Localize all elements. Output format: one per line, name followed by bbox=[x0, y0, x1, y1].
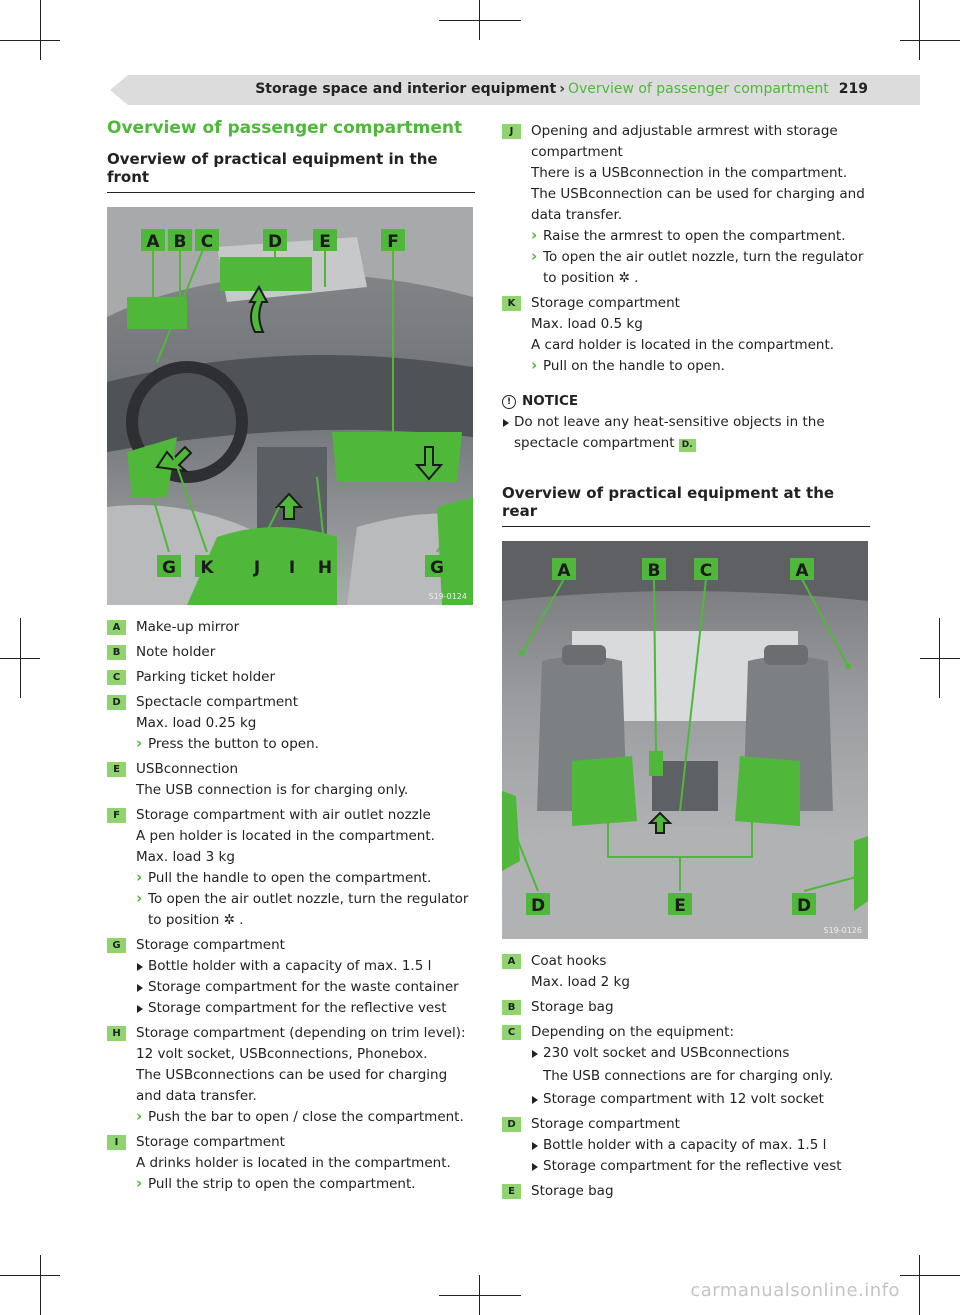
legend-detail: A drinks holder is located in the compartment. bbox=[136, 1155, 451, 1171]
front-label-h: H bbox=[317, 558, 333, 578]
legend-bullet: Storage compartment with 12 volt socket bbox=[531, 1089, 870, 1110]
notice-icon: ! bbox=[502, 395, 516, 409]
rear-legend-item-b bbox=[502, 997, 870, 1018]
legend-text: Coat hooks bbox=[531, 953, 607, 969]
front-label-j: J bbox=[253, 558, 261, 578]
legend-bullet: Storage compartment for the waste container bbox=[136, 977, 475, 998]
legend-detail: A pen holder is located in the compartment. bbox=[136, 828, 435, 844]
crop-mark bbox=[900, 40, 960, 41]
legend-text: Note holder bbox=[136, 644, 216, 660]
crop-mark bbox=[939, 618, 940, 698]
rear-label-a2: A bbox=[795, 561, 809, 581]
page-number: 219 bbox=[838, 81, 868, 97]
rear-label-d1: D bbox=[530, 896, 546, 916]
legend-item-g bbox=[107, 935, 475, 1019]
legend-detail: Max. load 0.5 kg bbox=[531, 316, 643, 332]
rear-legend-item-a bbox=[502, 951, 870, 993]
spectacle-compartment-highlight bbox=[220, 257, 312, 291]
legend-item-d bbox=[107, 692, 475, 755]
front-figure bbox=[107, 207, 473, 605]
notice-title: NOTICE bbox=[522, 393, 579, 409]
crop-mark bbox=[919, 1255, 920, 1315]
header-section: Storage space and interior equipment bbox=[255, 81, 557, 97]
rear-label-b: B bbox=[647, 561, 661, 581]
section-title: Overview of passenger compartment bbox=[107, 118, 463, 138]
legend-item-h bbox=[107, 1023, 475, 1128]
legend-item-e bbox=[107, 759, 475, 801]
legend-item-k bbox=[502, 293, 870, 377]
legend-badge: C bbox=[107, 670, 126, 685]
legend-text: USBconnection bbox=[136, 761, 239, 777]
legend-badge: E bbox=[107, 762, 126, 777]
legend-detail: The USB connection is for charging only. bbox=[136, 782, 409, 798]
legend-item-a bbox=[107, 617, 475, 638]
legend-text: Storage compartment bbox=[531, 1116, 680, 1132]
front-subtitle: Overview of practical equipment in the front bbox=[107, 150, 475, 193]
rear-interior-illustration bbox=[502, 541, 868, 939]
legend-item-c bbox=[107, 667, 475, 688]
legend-item-b bbox=[107, 642, 475, 663]
legend-text: Storage compartment bbox=[136, 1134, 285, 1150]
front-interior-illustration bbox=[107, 207, 473, 605]
rear-label-d2: D bbox=[796, 896, 812, 916]
rear-label-e: E bbox=[674, 896, 686, 916]
left-storage-bag-highlight bbox=[572, 756, 637, 826]
front-label-f: F bbox=[387, 232, 399, 252]
notice-text: Do not leave any heat-sensitive objects in the spectacle compartment bbox=[514, 414, 825, 451]
legend-step: › Pull the strip to open the compartment. bbox=[136, 1174, 475, 1195]
legend-badge: B bbox=[502, 1000, 521, 1015]
legend-detail: Max. load 3 kg bbox=[136, 849, 235, 865]
legend-badge: D bbox=[502, 1117, 521, 1132]
legend-badge: G bbox=[107, 938, 126, 953]
front-figure-code: S19-0124 bbox=[428, 592, 467, 601]
crop-mark bbox=[40, 1255, 41, 1315]
front-label-g1: G bbox=[162, 558, 176, 578]
legend-detail: The USBconnections can be used for charging and data transfer. bbox=[136, 1067, 448, 1104]
legend-step: › Pull the handle to open the compartment. bbox=[136, 868, 475, 889]
legend-item-j bbox=[502, 121, 870, 289]
legend-badge: D bbox=[107, 695, 126, 710]
crop-mark bbox=[40, 0, 41, 60]
crop-mark bbox=[900, 1275, 960, 1276]
rear-legend-item-d bbox=[502, 1114, 870, 1177]
legend-text: Storage compartment bbox=[136, 937, 285, 953]
legend-text: Storage bag bbox=[531, 1183, 614, 1199]
legend-bullet: Storage compartment for the reflective vest bbox=[136, 998, 475, 1019]
legend-badge: C bbox=[502, 1025, 521, 1040]
rear-subtitle: Overview of practical equipment at the rear bbox=[502, 484, 870, 527]
watermark: carmanualsonline.info bbox=[690, 1280, 900, 1301]
legend-text: Storage compartment with air outlet nozzle bbox=[136, 807, 431, 823]
front-label-g2: G bbox=[430, 558, 444, 578]
running-header bbox=[255, 81, 868, 97]
legend-detail: There is a USBconnection in the compartment. bbox=[531, 165, 848, 181]
right-storage-bag-highlight bbox=[735, 756, 800, 826]
rear-legend bbox=[502, 951, 870, 1202]
legend-bullet: Storage compartment for the reflective vest bbox=[531, 1156, 870, 1177]
header-separator: › bbox=[559, 81, 565, 97]
legend-step: › Press the button to open. bbox=[136, 734, 475, 755]
rear-figure-code: S19-0126 bbox=[823, 926, 862, 935]
rear-label-c: C bbox=[699, 561, 713, 581]
rear-label-a1: A bbox=[557, 561, 571, 581]
crop-mark bbox=[919, 0, 920, 60]
legend-item-f bbox=[107, 805, 475, 931]
legend-badge: I bbox=[107, 1135, 126, 1150]
legend-detail: The USBconnection can be used for charging and data transfer. bbox=[531, 186, 865, 223]
crop-mark bbox=[439, 1295, 521, 1296]
legend-step: › Push the bar to open / close the compartment. bbox=[136, 1107, 475, 1128]
rear-figure bbox=[502, 541, 868, 939]
legend-badge: B bbox=[107, 645, 126, 660]
legend-bullet: Bottle holder with a capacity of max. 1.5 l bbox=[136, 956, 475, 977]
legend-text: Opening and adjustable armrest with storage compartment bbox=[531, 123, 838, 160]
front-label-i: I bbox=[288, 558, 296, 578]
legend-text: Make-up mirror bbox=[136, 619, 240, 635]
legend-text: Storage bag bbox=[531, 999, 614, 1015]
legend-detail: Max. load 2 kg bbox=[531, 974, 630, 990]
passenger-door-highlight bbox=[437, 497, 473, 605]
legend-badge: K bbox=[502, 296, 521, 311]
legend-detail: The USB connections are for charging only. bbox=[543, 1068, 834, 1084]
front-label-d: D bbox=[267, 232, 283, 252]
legend-item-i bbox=[107, 1132, 475, 1195]
notice-ref-badge: D. bbox=[679, 439, 696, 452]
rear-legend-item-c bbox=[502, 1022, 870, 1110]
crop-mark bbox=[0, 1275, 60, 1276]
front-legend-continued bbox=[502, 121, 870, 377]
legend-badge: A bbox=[502, 954, 521, 969]
legend-text: Depending on the equipment: bbox=[531, 1024, 735, 1040]
notice-box bbox=[502, 391, 870, 454]
front-label-k: K bbox=[200, 558, 214, 578]
legend-step: › To open the air outlet nozzle, turn the regulator to position ✲ . bbox=[531, 247, 870, 289]
notice-bullet bbox=[502, 412, 870, 454]
crop-mark bbox=[20, 618, 21, 698]
legend-detail: Max. load 0.25 kg bbox=[136, 715, 257, 731]
socket-highlight bbox=[649, 751, 663, 776]
right-column bbox=[502, 118, 870, 1206]
legend-bullet: 230 volt socket and USBconnections bbox=[531, 1043, 870, 1064]
glovebox-highlight bbox=[332, 432, 462, 482]
legend-text: Parking ticket holder bbox=[136, 669, 276, 685]
legend-badge: H bbox=[107, 1026, 126, 1041]
legend-badge: E bbox=[502, 1184, 521, 1199]
front-label-e: E bbox=[319, 232, 331, 252]
left-column bbox=[107, 118, 475, 1199]
legend-badge: F bbox=[107, 808, 126, 823]
front-label-a: A bbox=[146, 232, 160, 252]
legend-badge: A bbox=[107, 620, 126, 635]
crop-mark bbox=[0, 40, 60, 41]
front-label-b: B bbox=[173, 232, 187, 252]
legend-detail: A card holder is located in the compartment. bbox=[531, 337, 835, 353]
crop-mark bbox=[439, 20, 521, 21]
legend-step: › Raise the armrest to open the compartment. bbox=[531, 226, 870, 247]
crop-mark bbox=[920, 658, 960, 659]
legend-badge: J bbox=[502, 124, 521, 139]
legend-bullet: Bottle holder with a capacity of max. 1.5 l bbox=[531, 1135, 870, 1156]
legend-step: › Pull on the handle to open. bbox=[531, 356, 870, 377]
header-subsection: Overview of passenger compartment bbox=[567, 81, 829, 97]
legend-text: Spectacle compartment bbox=[136, 694, 299, 710]
legend-text: Storage compartment bbox=[531, 295, 680, 311]
front-legend bbox=[107, 617, 475, 1195]
legend-step: › To open the air outlet nozzle, turn the regulator to position ✲ . bbox=[136, 889, 475, 931]
legend-text: Storage compartment (depending on trim level): 12 volt socket, USBconnections, Phonebox. bbox=[136, 1025, 466, 1062]
rear-legend-item-e bbox=[502, 1181, 870, 1202]
front-label-c: C bbox=[200, 232, 214, 252]
